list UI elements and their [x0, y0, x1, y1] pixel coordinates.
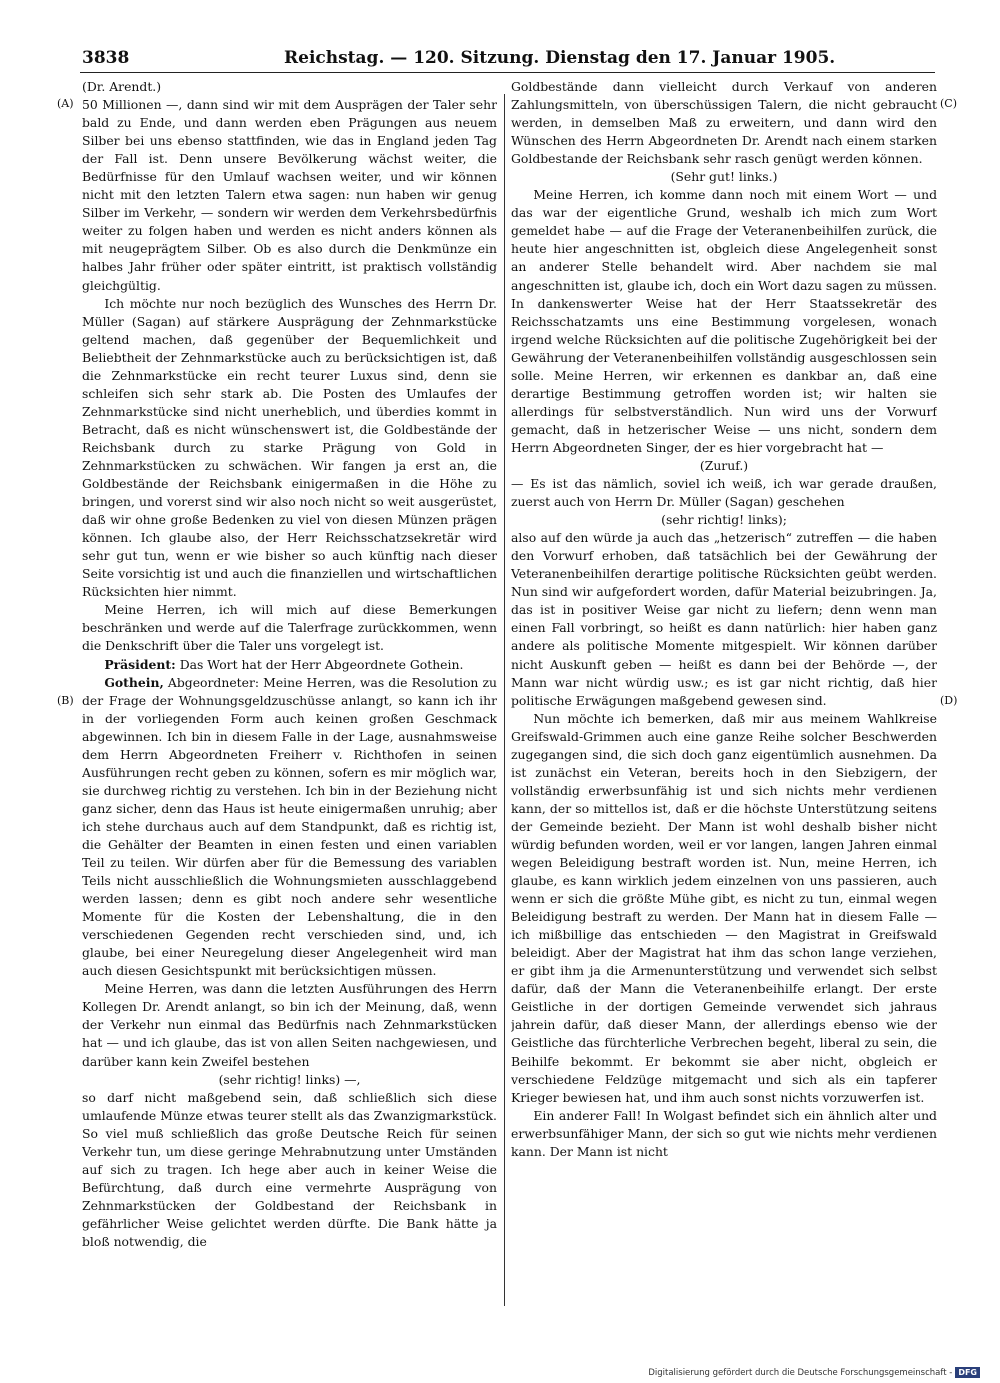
- paragraph: Meine Herren, was dann die letzten Ausführungen des Herrn Kollegen Dr. Arendt anlangt, so bin ich der Meinung, daß, wenn der Verkehr nun einmal das Bedürfnis nach Zehnmarkstücken hat — und ich glaube, das ist von allen Seiten nachgewiesen, und darüber kann kein Zweifel bestehen: [82, 981, 497, 1069]
- page-header: [82, 45, 836, 71]
- paragraph: Ich möchte nur noch bezüglich des Wunsches des Herrn Dr. Müller (Sagan) auf stärkere Ausprägung der Zehnmarkstücke geltend machen, daß gegenüber der Bequemlichkeit und Beliebtheit der Zehnmarkstücke auch zu berücksichtigen ist, daß die Zehnmarkstücke ein recht teurer Luxus sind, denn sie schleifen sich sehr stark ab. Die Posten des Umlaufes der Zehnmarkstücke sind nicht unerheblich, und überdies kommt in Betracht, daß es nicht wünschenswert ist, die Goldbestände der Reichsbank durch zu starke Prägung von Gold in Zehnmarkstücken zu schwächen. Wir fangen ja erst an, die Goldbestände der Reichsbank einigermaßen in die Höhe zu bringen, und vorerst sind wir also noch nicht so weit ausgerüstet, daß wir ohne große Bedenken zu viel von diesen Münzen prägen können. Ich glaube also, der Herr Reichsschatzsekretär wird sehr gut tun, wenn er wie bisher so auch künftig nach dieser Seite vorsichtig ist und auch die finanziellen und wirtschaftlichen Rücksichten hier nimmt.: [82, 295, 497, 600]
- left-column: [82, 78, 497, 1313]
- paragraph: so darf nicht maßgebend sein, daß schließlich sich diese umlaufende Münze etwas teurer stellt als das Zwanzigmarkstück. So viel muß schließlich das große Deutsche Reich für seinen Verkehr tun, um diese geringe Mehrabnutzung unter Umständen auf sich zu tragen. Ich hege aber auch in keiner Weise die Befürchtung, daß durch eine vermehrte Ausprägung von Zehnmarkstücken der Goldbestand der Reichsbank in gefährlicher Weise gelichtet werden dürfte. Die Bank hätte ja bloß notwendig, die: [82, 1089, 497, 1249]
- header-rule: [80, 72, 935, 73]
- paragraph: Ein anderer Fall! In Wolgast befindet sich ein ähnlich alter und erwerbsunfähiger Mann, der sich so gut wie nichts mehr verdienen kann. Der Mann ist nicht: [511, 1107, 937, 1159]
- interjection: (Zuruf.): [699, 457, 749, 473]
- speaker-text: Abgeordneter: Meine Herren, was die Resolution zu der Frage der Wohnungsgeldzuschüsse anlangt, so kann ich ihr in der vorliegenden Form auch keinen großen Geschmack abgewinnen. Ich bin in diesem Falle in der Lage, ausnahmsweise dem Herrn Abgeordneten Freiherr v. Richthofen in seinen Ausführungen recht geben zu können, sofern es mir möglich war, sie durchweg richtig zu verstehen. Ich bin in der Beziehung nicht ganz sicher, denn das Haus ist heute einigermaßen unruhig; aber ich stehe durchaus auch auf dem Standpunkt, daß es richtig ist, die Gehälter der Beamten in einen festen und einen variablen Teil zu teilen. Wir dürfen aber für die Bemessung des variablen Teils nicht ausschließlich die Wohnungsmieten ausschlaggebend werden lassen; denn es gibt noch andere sehr wesentliche Momente für die Kosten der Lebenshaltung, die in den verschiedenen Gegenden recht verschieden sind, und, ich glaube, bei einer Neuregelung dieser Angelegenheit wird man auch diesen Gesichtspunkt mit berücksichtigen müssen.: [82, 674, 497, 979]
- right-column: [511, 78, 937, 1313]
- margin-marker-b: (B): [57, 694, 74, 707]
- speaker-paragraph: [82, 674, 497, 981]
- speaker-continuation: (Dr. Arendt.): [82, 79, 162, 94]
- paragraph: also auf den würde ja auch das „hetzerisch“ zutreffen — die haben den Vorwurf erhoben, daß tatsächlich bei der Gewährung der Veteranenbeihilfen derartige politische Rücksichten geübt werden. Nun sind wir aufgefordert worden, dafür Material beizubringen. Ja, das ist in positiver Weise gar nicht zu liefern; denn wenn man einen Fall vorbringt, so heißt es dann natürlich: hier haben ganz andere als politische Momente mitgespielt. Wir können darüber nicht Auskunft geben — heißt es dann bei der Behörde —, der Mann war nicht würdig usw.; es ist gar nicht richtig, daß hier politische Erwägungen maßgebend gewesen sind.: [511, 530, 937, 708]
- margin-marker-d: (D): [940, 694, 958, 707]
- margin-marker-c: (C): [940, 97, 957, 110]
- column-divider: [504, 94, 505, 1306]
- paragraph: Meine Herren, ich komme dann noch mit einem Wort — und das war der eigentliche Grund, weshalb ich mich zum Wort gemeldet habe — auf die Frage der Veteranenbeihilfen zurück, die heute hier angeschnitten ist, obgleich diese Angelegenheit sonst an anderer Stelle behandelt wird. Aber nachdem sie mal angeschnitten ist, glaube ich, doch ein Wort dazu sagen zu müssen. In dankenswerter Weise hat der Herr Staatssekretär des Reichsschatzamts uns eine Bestimmung vorgelesen, wonach irgend welche Rücksichten auf die politische Zugehörigkeit bei der Gewährung der Veteranenbeihilfen vollständig ausgeschlossen sein solle. Meine Herren, wir erkennen es dankbar an, daß eine derartige Bestimmung getroffen worden ist; wir halten sie allerdings für selbstverständlich. Nun wird uns der Vorwurf gemacht, daß in hetzerischer Weise — uns nicht, sondern dem Herrn Abgeordneten Singer, der es hier vorgebracht hat —: [511, 187, 937, 455]
- speaker-name: Präsident:: [104, 656, 176, 672]
- digitization-credit: [580, 1366, 980, 1380]
- interjection: (Sehr gut! links.): [670, 169, 778, 185]
- speaker-name: Gothein,: [104, 674, 164, 690]
- paragraph: 50 Millionen —, dann sind wir mit dem Ausprägen der Taler sehr bald zu Ende, und dann werden eben Prägungen aus neuem Silber bei uns ebenso stattfinden, wie das in England jeden Tag der Fall ist. Denn unsere Bevölkerung wächst weiter, die Bedürfnisse für den Umlauf wachsen weiter, und wir können nicht mit den letzten Talern etwa sagen: nun haben wir genug Silber im Verkehr, — sondern wir werden dem Verkehrsbedürfnis weiter zu folgen haben und werden es nicht anders können als mit neugeprägtem Silber. Ob es also durch die Denkmünze ein halbes Jahr früher oder später eintritt, ist praktisch vollständig gleichgültig.: [82, 97, 497, 293]
- speaker-text: Das Wort hat der Herr Abgeordnete Gothein.: [179, 656, 464, 672]
- paragraph: Nun möchte ich bemerken, daß mir aus meinem Wahlkreise Greifswald-Grimmen auch eine ganze Reihe solcher Beschwerden zugegangen sind, die sich doch ganz eigentümlich ausnehmen. Da ist zunächst ein Veteran, bereits hoch in den Siebzigern, der vollständig erwerbsunfähig ist und sich nichts mehr verdienen kann, der so mittellos ist, daß er die höchste Unterstützung seitens der Gemeinde bezieht. Der Mann ist wohl deshalb bisher nicht würdig befunden worden, weil er vor langen, langen Jahren einmal wegen Beleidigung bestraft worden ist. Nun, meine Herren, ich glaube, es kann wirklich jedem einzelnen von uns passieren, auch wenn er sich die größte Mühe gibt, es nicht zu tun, einmal wegen Beleidigung bestraft zu werden. Der Mann hat in diesem Falle — ich mißbillige das entschieden — den Magistrat in Greifswald beleidigt. Aber der Magistrat hat ihm das schon lange verziehen, er gibt ihm ja die Armenunterstützung und verwendet sich selbst dafür, daß der Mann die Veteranenbeihilfe erlangt. Der erste Geistliche in der dortigen Gemeinde verwendet sich jahraus jahrein dafür, daß dieser Mann, der allerdings ebenso wie der Geistliche das fürchterliche Verbrechen begeht, liberal zu sein, die Beihilfe bekommt. Er bekommt sie aber nicht, obgleich er verschiedene Feldzüge mitgemacht und sich als ein tapferer Krieger bewiesen hat, und ihm auch sonst nichts vorzuwerfen ist.: [511, 710, 937, 1105]
- paragraph: Meine Herren, ich will mich auf diese Bemerkungen beschränken und werde auf die Talerfrage zurückkommen, wenn die Denkschrift über die Taler uns vorgelegt ist.: [82, 602, 497, 654]
- page-number: 3838: [82, 48, 130, 68]
- margin-marker-a: (A): [57, 97, 74, 110]
- paragraph: — Es ist das nämlich, soviel ich weiß, ich war gerade draußen, zuerst auch von Herrn Dr. Müller (Sagan) geschehen: [511, 476, 937, 510]
- dfg-logo: DFG: [955, 1367, 980, 1378]
- running-title: Reichstag. — 120. Sitzung. Dienstag den 17. Januar 1905.: [284, 48, 836, 68]
- speaker-paragraph: [82, 656, 497, 674]
- paragraph: Goldbestände dann vielleicht durch Verkauf von anderen Zahlungsmitteln, von überschüssigen Talern, die nicht gebraucht werden, in demselben Maß zu erweitern, und dann wird den Wünschen des Herrn Abgeordneten Dr. Arendt nach einem starken Goldbestande der Reichsbank sehr rasch genügt werden können.: [511, 79, 937, 167]
- interjection: (sehr richtig! links) —,: [218, 1071, 361, 1087]
- interjection: (sehr richtig! links);: [661, 512, 787, 528]
- credit-text: Digitalisierung gefördert durch die Deutsche Forschungsgemeinschaft -: [648, 1368, 953, 1378]
